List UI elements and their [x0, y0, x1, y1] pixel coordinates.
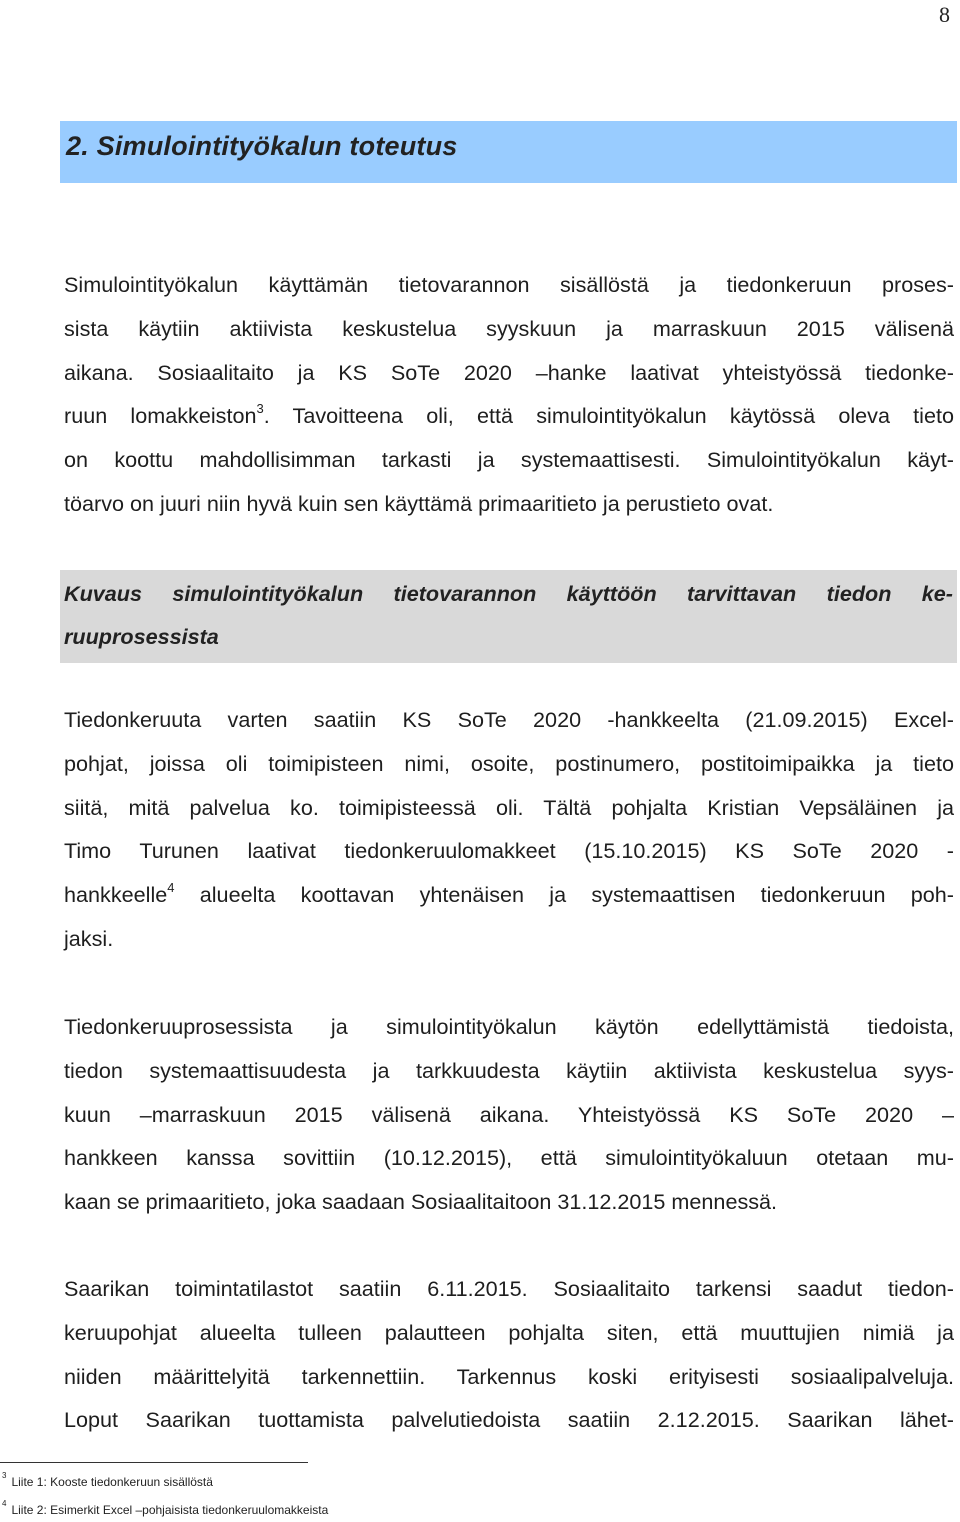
- paragraph-1: [64, 263, 954, 526]
- footnote-ref[interactable]: 4: [167, 880, 175, 895]
- paragraph-line: Tiedonkeruuta varten saatiin KS SoTe 2020 -hankkeelta (21.09.2015) Excel-: [64, 707, 954, 732]
- paragraph-line: sista käytiin aktiivista keskustelua syyskuun ja marraskuun 2015 välisenä: [64, 315, 954, 341]
- footnote-mark: 4: [2, 1499, 7, 1508]
- footnote-text: Liite 1: Kooste tiedonkeruun sisällöstä: [11, 1475, 213, 1489]
- footnote-4: [2, 1499, 329, 1517]
- paragraph-line: Loput Saarikan tuottamista palvelutiedoista saatiin 2.12.2015. Saarikan lähet-: [64, 1407, 954, 1433]
- paragraph-line-with-footnote: [64, 394, 954, 438]
- paragraph-line: aikana. Sosiaalitaito ja KS SoTe 2020 –hanke laativat yhteistyössä tiedonke-: [64, 359, 954, 385]
- paragraph-line: Timo Turunen laativat tiedonkeruulomakkeet (15.10.2015) KS SoTe 2020 -: [64, 838, 954, 864]
- paragraph-4: [64, 1267, 954, 1442]
- paragraph-line: Simulointityökalun käyttämän tietovarannon sisällöstä ja tiedonkeruun proses-: [64, 272, 954, 297]
- footnote-text: Liite 2: Esimerkit Excel –pohjaisista tiedonkeruulomakkeista: [11, 1503, 329, 1517]
- paragraph-line: Saarikan toimintatilastot saatiin 6.11.2015. Sosiaalitaito tarkensi saadut tiedon-: [64, 1276, 954, 1301]
- paragraph-line: siitä, mitä palvelua ko. toimipisteessä oli. Tältä pohjalta Kristian Vepsäläinen ja: [64, 794, 954, 820]
- paragraph-text: alueelta koottavan yhtenäisen ja systemaattisen tiedonkeruun poh-: [174, 882, 954, 908]
- paragraph-line: Tiedonkeruuprosessista ja simulointityökalun käytön edellyttämistä tiedoista,: [64, 1014, 954, 1039]
- paragraph-line: niiden määrittelyitä tarkennettiin. Tarkennus koski erityisesti sosiaalipalveluja.: [64, 1363, 954, 1389]
- paragraph-line-with-footnote: [64, 873, 954, 917]
- section-heading-band: [60, 121, 957, 183]
- paragraph-line: töarvo on juuri niin hyvä kuin sen käyttämä primaaritieto ja perustieto ovat.: [64, 490, 774, 516]
- subheading-line: Kuvaus simulointityökalun tietovarannon käyttöön tarvittavan tiedon ke-: [64, 581, 953, 606]
- paragraph-2: [64, 698, 954, 961]
- section-heading: 2. Simulointityökalun toteutus: [66, 131, 458, 161]
- paragraph-line: on koottu mahdollisimman tarkasti ja systemaattisesti. Simulointityökalun käyt-: [64, 447, 954, 473]
- paragraph-line: kuun –marraskuun 2015 välisenä aikana. Yhteistyössä KS SoTe 2020 –: [64, 1101, 954, 1127]
- paragraph-3: [64, 1005, 954, 1224]
- paragraph-line: jaksi.: [64, 925, 114, 951]
- footnote-mark: 3: [2, 1471, 7, 1480]
- paragraph-text: hankkeelle: [64, 882, 168, 908]
- footnote-ref[interactable]: 3: [256, 401, 264, 417]
- footnote-divider: [0, 1462, 308, 1463]
- subheading-band: [60, 570, 957, 663]
- paragraph-line: pohjat, joissa oli toimipisteen nimi, osoite, postinumero, postitoimipaikka ja tieto: [64, 750, 954, 776]
- paragraph-line: kaan se primaaritieto, joka saadaan Sosiaalitaitoon 31.12.2015 mennessä.: [64, 1189, 778, 1215]
- subheading-line: ruuprosessista: [64, 624, 219, 649]
- paragraph-line: keruupohjat alueelta tulleen palautteen pohjalta siten, että muuttujien nimiä ja: [64, 1319, 954, 1345]
- footnote-3: [2, 1471, 213, 1489]
- paragraph-text: . Tavoitteena oli, että simulointityökalun käytössä oleva tieto: [263, 403, 954, 429]
- paragraph-line: tiedon systemaattisuudesta ja tarkkuudesta käytiin aktiivista keskustelua syys-: [64, 1057, 954, 1083]
- paragraph-line: hankkeen kanssa sovittiin (10.12.2015), että simulointityökaluun otetaan mu-: [64, 1145, 954, 1171]
- page-number: 8: [939, 2, 950, 27]
- paragraph-text: ruun lomakkeiston: [64, 403, 257, 429]
